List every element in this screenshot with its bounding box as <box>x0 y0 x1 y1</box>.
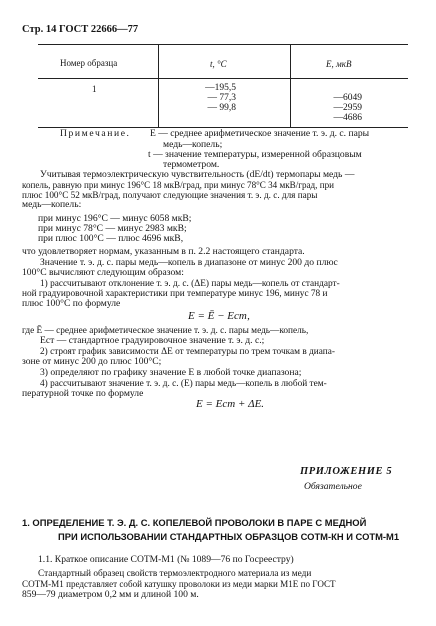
column-header-sample: Номер образца <box>60 58 118 68</box>
appendix-title: ПРИЛОЖЕНИЕ 5 <box>300 466 393 477</box>
table-cell-emf: —6049 <box>333 93 362 103</box>
appendix-subtitle: Обязательное <box>304 481 362 492</box>
body-line: ной градуировочной характеристики при температуре минус 196, минус 78 и <box>22 289 328 299</box>
column-header-emf: E, мкВ <box>326 59 352 69</box>
body-line: 2) строят график зависимости ΔE от температуры по трем точкам в диапа- <box>40 347 335 357</box>
body-line: что удовлетворяет нормам, указанным в п. 2.2 настоящего стандарта. <box>22 246 305 257</box>
table-cell-temp: — 99,8 <box>207 103 236 113</box>
body-line: 4) рассчитывают значение т. э. д. с. (E) пары медь—копель в любой тем- <box>40 379 327 389</box>
section-title: ПРИ ИСПОЛЬЗОВАНИИ СТАНДАРТНЫХ ОБРАЗЦОВ СОТМ-КН И СОТМ-М1 <box>58 531 400 542</box>
body-line: медь—копель: <box>22 199 82 210</box>
note-line: t — значение температуры, измеренной образцовым <box>148 149 362 160</box>
body-line: 1) рассчитывают отклонение т. э. д. с. (ΔE) пары медь—копель от стандарт- <box>40 279 340 289</box>
column-header-temp: t, °C <box>210 59 227 69</box>
table-cell-temp: —195,5 <box>205 83 236 93</box>
list-item: при минус 196°С — минус 6058 мкВ; <box>38 213 192 224</box>
formula: E = Eст + ΔE. <box>196 398 265 410</box>
note-label: Примечание. <box>60 128 131 139</box>
body-line: пературной точке по формуле <box>22 388 144 399</box>
body-line: Стандартный образец свойств термоэлектродного материала из меди <box>38 569 312 579</box>
table-col-divider <box>158 44 159 127</box>
table-cell-sample: 1 <box>92 84 97 94</box>
body-line: СОТМ-М1 представляет собой катушку проволоки из меди марки М1Е по ГОСТ <box>22 579 336 589</box>
body-line: 1.1. Краткое описание СОТМ-М1 (№ 1089—76 по Госреестру) <box>38 554 294 565</box>
note-line: E — среднее арифметическое значение т. э. д. с. пары <box>150 128 370 139</box>
body-line: зоне от минус 200 до плюс 100°С; <box>22 356 162 367</box>
table-col-divider <box>290 44 291 127</box>
body-line: где Ē — среднее арифметическое значение т. э. д. с. пары медь—копель, <box>22 326 309 336</box>
body-line: плюс 100°С 52 мкВ/град, получают следующие значения т. э. д. с. для пары <box>22 190 318 200</box>
table-cell-temp: — 77,3 <box>207 93 236 103</box>
table-cell-emf: —2959 <box>333 103 362 113</box>
list-item: при плюс 100°С — плюс 4696 мкВ, <box>38 233 184 244</box>
list-item: при минус 78°С — минус 2983 мкВ; <box>38 223 187 234</box>
page-header: Стр. 14 ГОСТ 22666—77 <box>22 24 139 35</box>
table-top-rule <box>38 44 408 45</box>
note-line: термометром. <box>163 159 220 170</box>
body-line: Учитывая термоэлектрическую чувствительность (dE/dt) термопары медь — <box>40 169 355 180</box>
body-line: плюс 100°С по формуле <box>22 298 121 309</box>
note-line: медь—копель; <box>163 139 223 150</box>
body-line: Значение т. э. д. с. пары медь—копель в диапазоне от минус 200 до плюс <box>40 257 338 268</box>
body-line: 859—79 диаметром 0,2 мм и длиной 100 м. <box>22 589 199 600</box>
body-line: 3) определяют по графику значение E в любой точке диапазона; <box>40 367 302 378</box>
body-line: Eст — стандартное градуировочное значение т. э. д. с.; <box>40 335 265 346</box>
body-line: копель, равную при минус 196°С 18 мкВ/град, при минус 78°С 34 мкВ/град, при <box>22 180 334 190</box>
formula: E = Ē − Eст, <box>188 310 250 322</box>
body-line: 100°С вычисляют следующим образом: <box>22 267 184 278</box>
section-title: 1. ОПРЕДЕЛЕНИЕ Т. Э. Д. С. КОПЕЛЕВОЙ ПРОВОЛОКИ В ПАРЕ С МЕДНОЙ <box>22 517 367 528</box>
table-cell-emf: —4686 <box>333 113 362 123</box>
table-header-rule <box>38 78 408 79</box>
